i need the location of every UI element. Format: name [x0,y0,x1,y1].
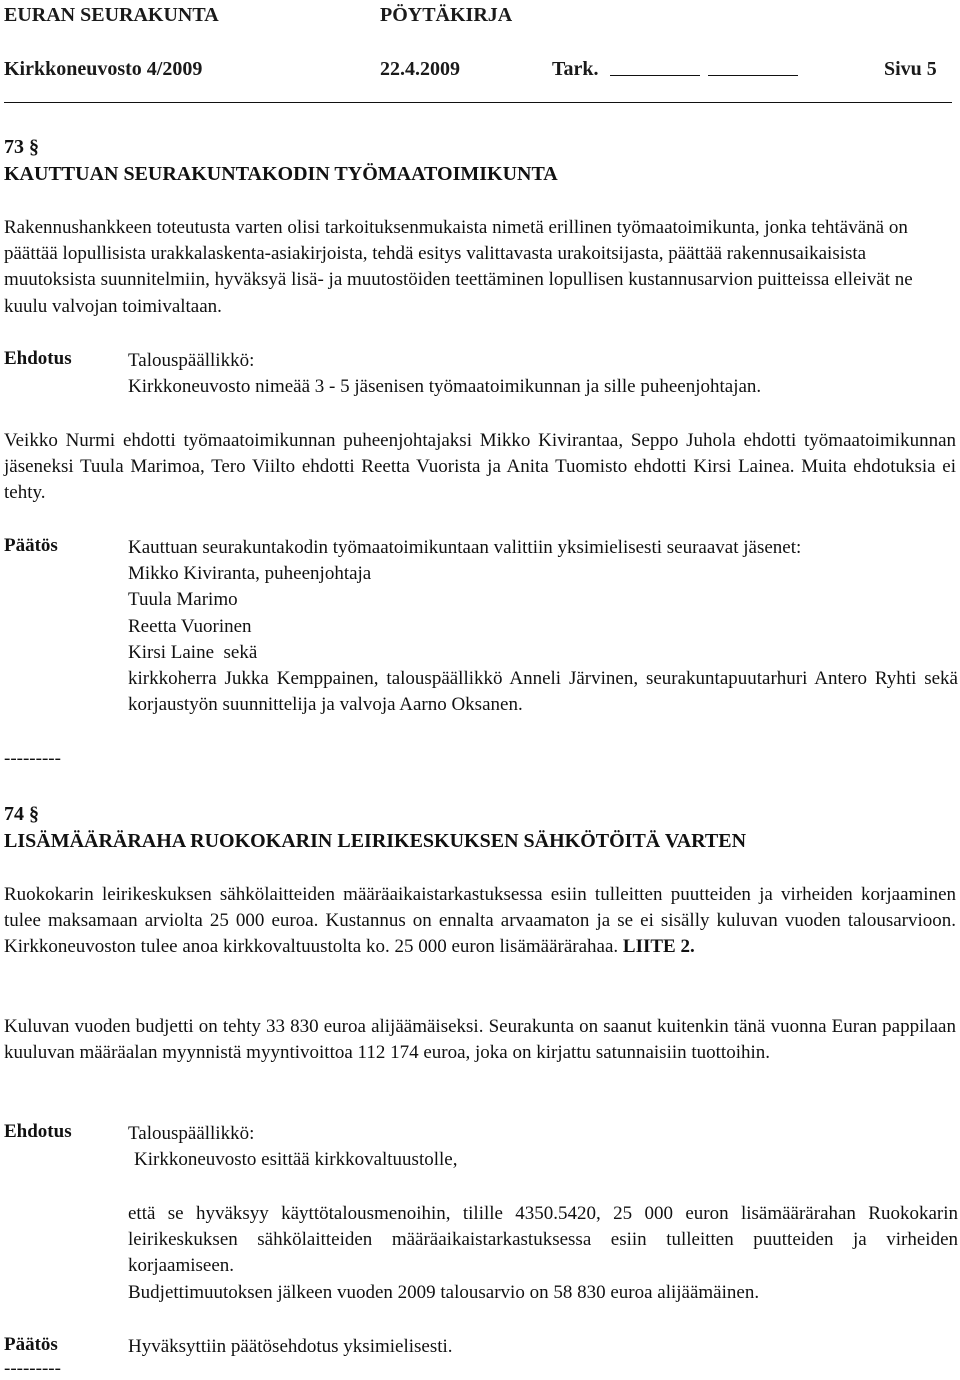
item73-decision-tail: kirkkoherra Jukka Kemppainen, talouspäällikkö Anneli Järvinen, seurakuntapuutarhuri Antero Ryhti sekä korjaustyön suunnittelija ja valvoja Aarno Oksanen. [128,668,958,716]
item74-title: LISÄMÄÄRÄRAHA RUOKOKARIN LEIRIKESKUKSEN SÄHKÖTÖITÄ VARTEN [4,830,747,852]
item73-number: 73 § [4,136,39,158]
item73-decision-label: Päätös [4,535,58,556]
item74-proposal-line2: että se hyväksyy käyttötalousmenoihin, tilille 4350.5420, 25 000 euron lisämäärärahan Ruokokarin leirikeskuksen sähkölaitteiden määräaikaistarkastuksessa esiin tulleitten puutteiden ja virheiden korjaamiseen. [128,1203,958,1277]
item73-discussion: Veikko Nurmi ehdotti työmaatoimikunnan puheenjohtajaksi Mikko Kivirantaa, Seppo Juhola ehdotti työmaatoimikunnan jäseneksi Tuula Marimoa, Tero Viilto ehdotti Reetta Vuorista ja Anita Tuomisto ehdotti Kirsi Lainea. Muita ehdotuksia ei tehty. [4,430,956,504]
item74-decision-label: Päätös [4,1334,58,1355]
item74-proposal-line1: Kirkkoneuvosto esittää kirkkovaltuustolle, [134,1149,458,1171]
check-blank-2 [708,58,798,82]
member-item: Mikko Kiviranta, puheenjohtaja [128,563,372,585]
item74-proposal-label: Ehdotus [4,1121,72,1142]
item73-separator: --------- [4,748,61,769]
item73-proposal-label: Ehdotus [4,348,72,369]
item74-para2: Kuluvan vuoden budjetti on tehty 33 830 euroa alijäämäiseksi. Seurakunta on saanut kuitenkin tänä vuonna Euran pappilaan kuuluvan määräalan myynnistä myyntivoittoa 112 174 euroa, joka on kirjattu satunnaisiin tuottoihin. [4,1016,956,1064]
member-item: Reetta Vuorinen [128,615,252,637]
item73-decision-lead: Kauttuan seurakuntakodin työmaatoimikuntaan valittiin yksimielisesti seuraavat jäsenet: [128,537,802,558]
member-item: Kirsi Laine sekä [128,641,258,663]
check-label: Tark. [552,58,599,80]
item74-proposal-by: Talouspäällikkö: [128,1123,255,1144]
item73-proposal-text: Kirkkoneuvosto nimeää 3 - 5 jäsenisen työmaatoimikunnan ja sille puheenjohtajan. [128,376,762,398]
meeting-date: 22.4.2009 [380,58,460,80]
org-name: EURAN SEURAKUNTA [4,4,219,26]
item73-title: KAUTTUAN SEURAKUNTAKODIN TYÖMAATOIMIKUNTA [4,163,558,185]
check-blank-1 [610,58,700,82]
item73-intro: Rakennushankkeen toteutusta varten olisi tarkoituksenmukaista nimetä erillinen työmaatoimikunta, jonka tehtävänä on päättää lopullisista urakkalaskenta-asiakirjoista, tehdä esitys valittavasta urakoitsijasta, päättää rakennusaikaisista muutoksista suunnitelmiin, hyväksyä lisä- ja muutostöiden teettäminen lopullisen kustannusarvion puitteissa elleivät ne kuulu valvojan toimivaltaan. [4,217,913,317]
item74-proposal-body [128,1201,958,1306]
member-item: Tuula Marimo [128,589,238,611]
item74-decision-text: Hyväksyttiin päätösehdotus yksimielisesti. [128,1336,453,1357]
header-rule [4,102,952,103]
attachment-ref: LIITE 2. [622,936,695,958]
page-number: Sivu 5 [884,58,937,80]
item74-separator: --------- [4,1358,61,1379]
item74-para1 [4,882,956,961]
item74-proposal [128,1121,958,1173]
session-label: Kirkkoneuvosto 4/2009 [4,58,203,80]
item73-decision [128,535,958,718]
doc-type: PÖYTÄKIRJA [380,4,513,26]
item74-proposal-line3: Budjettimuutoksen jälkeen vuoden 2009 talousarvio on 58 830 euroa alijäämäinen. [128,1281,760,1303]
item74-number: 74 § [4,803,39,825]
item74-para1-text: Ruokokarin leirikeskuksen sähkölaitteiden määräaikaistarkastuksessa esiin tulleitten puutteiden ja virheiden korjaaminen tulee maksamaan arviolta 25 000 euroa. Kustannus on ennalta arvaamaton ja se ei sisälly kuluvan vuoden talousarvioon. Kirkkoneuvoston tulee anoa kirkkovaltuustolta ko. 25 000 euron lisämäärärahaa. [4,884,956,958]
item73-proposal-by: Talouspäällikkö: [128,350,255,371]
item73-proposal [128,348,958,400]
member-list [128,561,958,666]
